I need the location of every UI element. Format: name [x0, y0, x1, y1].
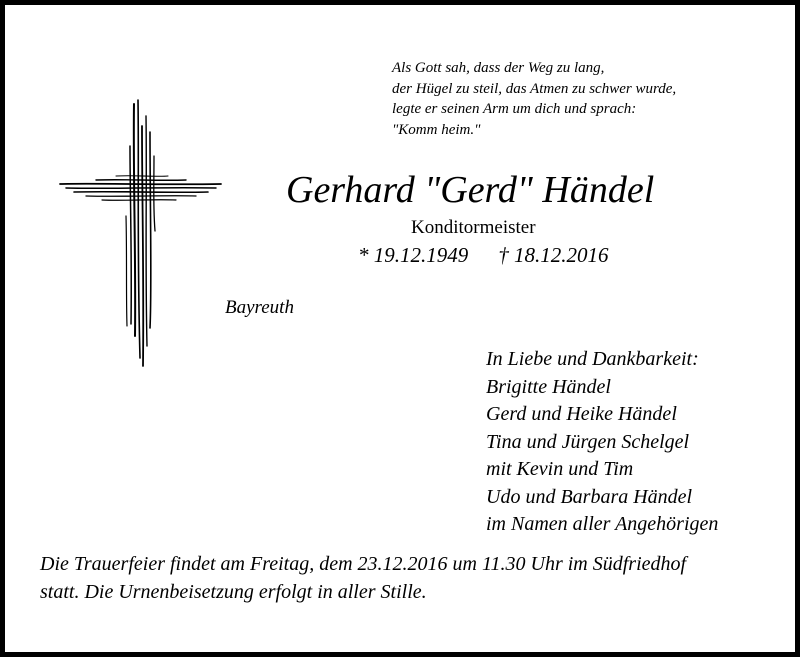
mourners-line: In Liebe und Dankbarkeit:	[486, 348, 699, 370]
mourners-line: im Namen aller Angehörigen	[486, 513, 719, 535]
mourners-line: mit Kevin und Tim	[486, 458, 634, 480]
mourners-line: Udo und Barbara Händel	[486, 485, 693, 508]
poem-line: der Hügel zu steil, das Atmen zu schwer wurde,	[392, 80, 677, 97]
poem-line: Als Gott sah, dass der Weg zu lang,	[392, 60, 605, 76]
mourners-line: Tina und Jürgen Schelgel	[486, 430, 690, 453]
poem-line: legte er seinen Arm um dich und sprach:	[392, 101, 637, 117]
deceased-name: Gerhard "Gerd" Händel	[286, 169, 655, 211]
mourners-line: Brigitte Händel	[486, 375, 611, 398]
poem-line: "Komm heim."	[392, 121, 481, 138]
mourners-line: Gerd und Heike Händel	[486, 403, 677, 425]
death-date: † 18.12.2016	[498, 243, 609, 267]
poem	[392, 58, 676, 140]
cross-icon	[56, 96, 226, 372]
mourners-list	[486, 346, 718, 539]
birth-date: * 19.12.1949	[358, 243, 469, 267]
notice-line: Die Trauerfeier findet am Freitag, dem 23.12.2016 um 11.30 Uhr im Südfriedhof	[40, 553, 687, 575]
notice-line: statt. Die Urnenbeisetzung erfolgt in aller Stille.	[40, 580, 427, 603]
funeral-notice	[40, 551, 686, 606]
deceased-profession: Konditormeister	[411, 217, 536, 238]
life-dates	[358, 242, 609, 268]
place: Bayreuth	[225, 297, 294, 318]
